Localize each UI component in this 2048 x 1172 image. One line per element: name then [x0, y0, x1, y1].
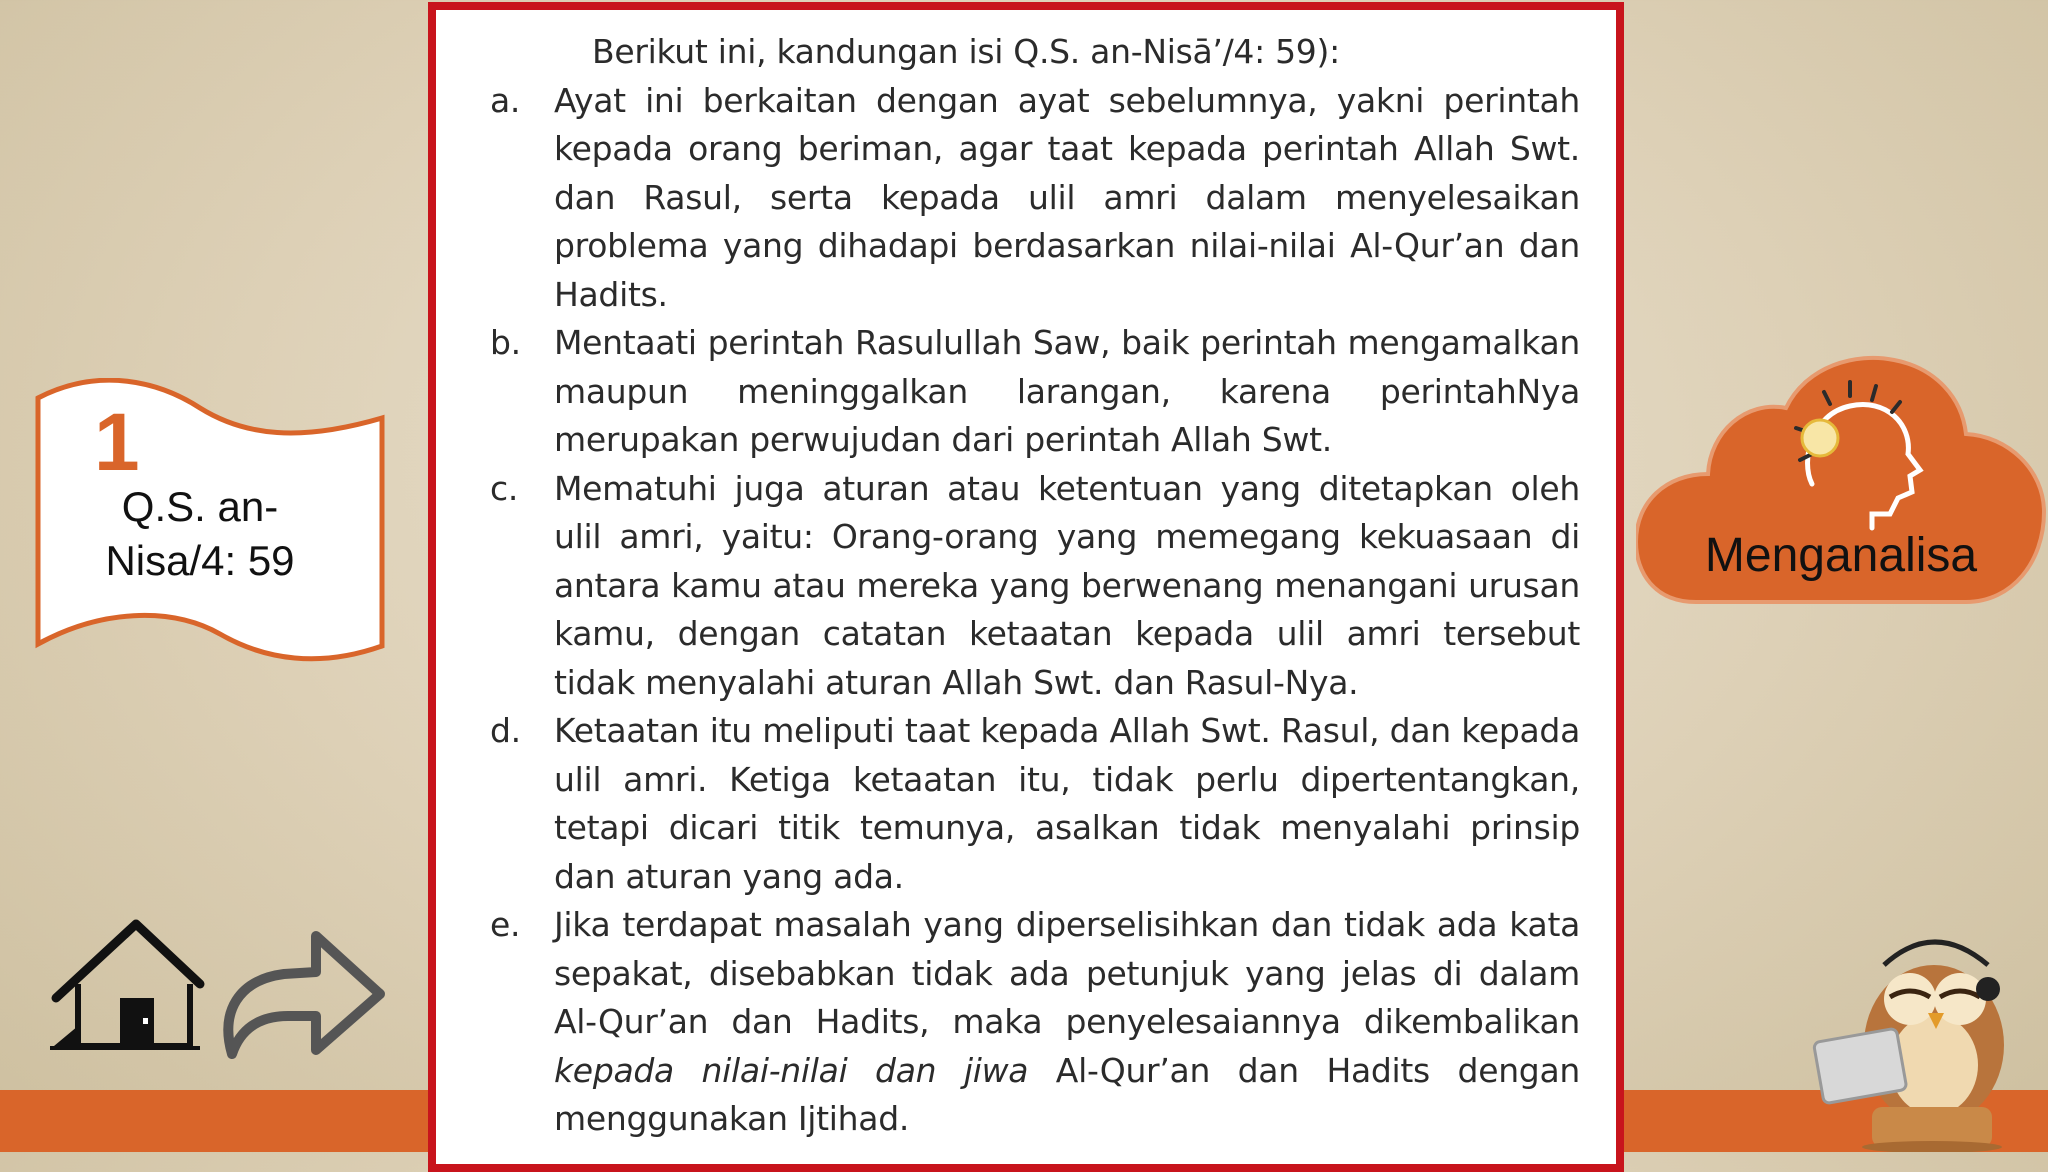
list-item: [490, 319, 1580, 465]
list-item: [490, 707, 1580, 901]
list-marker: b.: [490, 323, 521, 362]
list-marker: a.: [490, 80, 521, 120]
list-item: [490, 901, 1580, 1144]
list-item-text: Mentaati perintah Rasulullah Saw, baik perintah mengamalkan maupun meninggalkan larangan, karena perintahNya merupakan perwujudan dari perintah Allah Swt.: [554, 323, 1580, 459]
list-item-text: Ayat ini berkaitan dengan ayat sebelumnya, yakni perintah kepada orang beriman, agar taat kepada perintah Allah Swt. dan Rasul, serta kepada ulil amri dalam menyelesaikan problema yang dihadapi berdasarkan nilai-nilai Al-Qur’an dan Hadits.: [554, 80, 1580, 314]
slide-number: 1: [94, 397, 140, 488]
list-marker: d.: [490, 711, 521, 750]
list-marker: c.: [490, 468, 519, 508]
list-marker: e.: [490, 905, 521, 944]
list-item: [490, 77, 1580, 320]
text-part: Al-Qur’an dan Hadits dengan menggunakan Ijtihad.: [554, 1050, 1580, 1138]
document-card: [428, 2, 1624, 1172]
badge-label: Menganalisa: [1704, 529, 1978, 582]
list-item-text: Mematuhi juga aturan atau ketentuan yang ditetapkan oleh ulil amri, yaitu: Orang-orang yang memegang kekuasaan di antara kamu atau mereka yang berwenang menangani urusan kamu, dengan catatan ketaatan kepada ulil amri tersebut tidak menyalahi aturan Allah Swt. dan Rasul-Nya.: [554, 468, 1580, 702]
list-item-text: [554, 901, 1580, 1144]
topic-flag: [30, 378, 390, 680]
list-item: [490, 465, 1580, 708]
text-part: Jika terdapat masalah yang diperselisihkan dan tidak ada kata sepakat, disebabkan tidak ada petunjuk yang jelas di dalam Al-Qur’an dan Hadits, maka penyelesaiannya dikembalikan: [554, 905, 1580, 1041]
document-intro: Berikut ini, kandungan isi Q.S. an-Nisā’/4: 59):: [592, 32, 1340, 71]
document-text: [490, 28, 1580, 1144]
arrow-right-icon[interactable]: [214, 922, 390, 1062]
home-icon[interactable]: [50, 918, 210, 1058]
activity-badge: [1636, 352, 2046, 612]
surah-title: Q.S. an-Nisa/4: 59: [105, 483, 295, 584]
text-italic-part: kepada nilai-nilai dan jiwa: [554, 1050, 1029, 1090]
bulb: [1802, 420, 1838, 456]
list-item-text: Ketaatan itu meliputi taat kepada Allah Swt. Rasul, dan kepada ulil amri. Ketiga ketaatan itu, tidak perlu dipertentangkan, tetapi dicari titik temunya, asalkan tidak menyalahi prinsip dan aturan yang ada.: [554, 711, 1580, 896]
owl-mascot: [1808, 925, 2028, 1152]
